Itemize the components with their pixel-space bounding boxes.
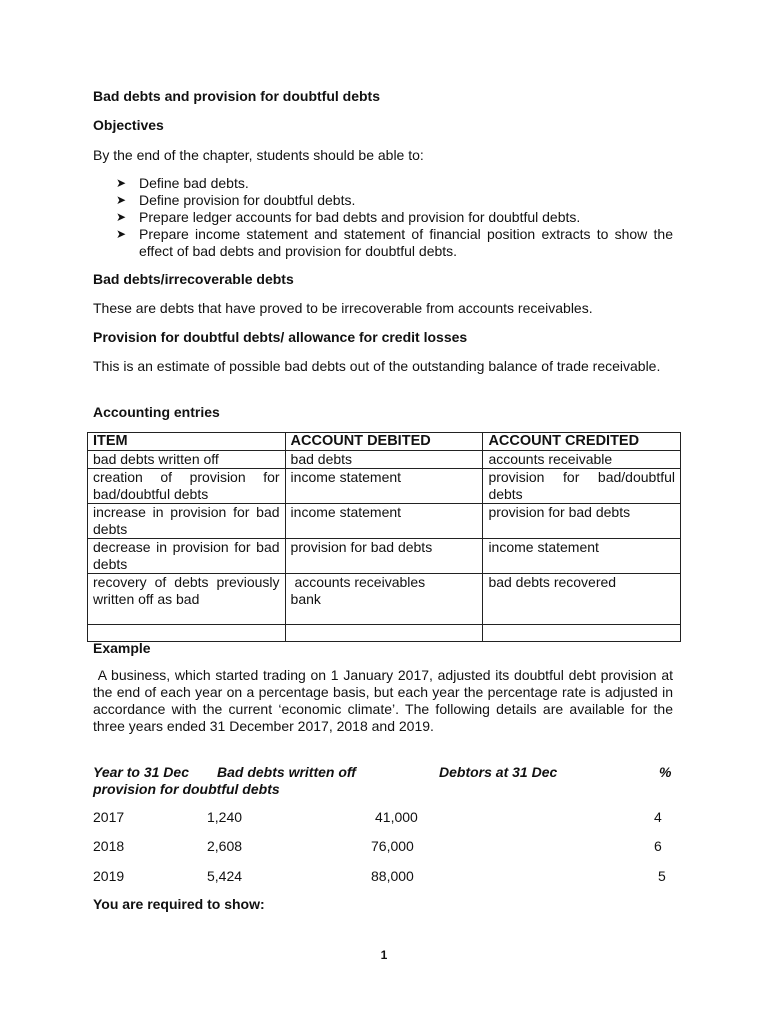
table-row	[88, 574, 681, 625]
table-row	[88, 625, 681, 642]
table-cell: provision for bad debts	[483, 504, 681, 539]
accounting-entries-table	[87, 432, 681, 642]
example-heading: Example	[93, 640, 151, 656]
row-percent: 4	[654, 809, 662, 825]
table-cell: income statement	[285, 504, 483, 539]
row-debtors: 88,000	[371, 868, 414, 884]
table-row	[88, 469, 681, 504]
table-cell: creation of provision for bad/doubtful debts	[88, 469, 286, 504]
row-year: 2018	[93, 838, 125, 854]
table-cell: income statement	[285, 469, 483, 504]
row-bad-debts: 5,424	[207, 868, 243, 884]
arrow-bullet-icon: ➤	[116, 210, 127, 224]
arrow-bullet-icon: ➤	[116, 227, 127, 241]
table-cell	[285, 625, 483, 642]
table-cell: accounts receivable	[483, 451, 681, 469]
provision-heading: Provision for doubtful debts/ allowance for credit losses	[93, 329, 468, 345]
objective-item: ➤ Define provision for doubtful debts.	[116, 192, 356, 208]
row-bad-debts: 2,608	[207, 838, 243, 854]
required-text: You are required to show:	[93, 896, 265, 912]
page-number: 1	[380, 948, 388, 962]
entries-heading: Accounting entries	[93, 404, 220, 420]
bad-debts-text: These are debts that have proved to be irrecoverable from accounts receivables.	[93, 300, 593, 316]
table-row	[88, 504, 681, 539]
column-header: ITEM	[88, 433, 286, 451]
table-cell: recovery of debts previously written off as bad	[88, 574, 286, 625]
arrow-bullet-icon: ➤	[116, 176, 127, 190]
row-year: 2017	[93, 809, 125, 825]
table-cell	[88, 625, 286, 642]
objective-item: ➤ Define bad debts.	[116, 175, 249, 191]
row-debtors: 41,000	[375, 809, 418, 825]
table-cell: bad debts	[285, 451, 483, 469]
table-cell: bad debts written off	[88, 451, 286, 469]
table-cell: increase in provision for bad debts	[88, 504, 286, 539]
table-cell	[285, 574, 483, 625]
header-bad-debts: Bad debts written off	[217, 764, 356, 780]
row-percent: 5	[658, 868, 666, 884]
table-row	[88, 539, 681, 574]
row-percent: 6	[654, 838, 662, 854]
bad-debts-heading: Bad debts/irrecoverable debts	[93, 271, 294, 287]
row-bad-debts: 1,240	[207, 809, 243, 825]
objective-item: ➤ Prepare ledger accounts for bad debts and provision for doubtful debts.	[116, 209, 581, 225]
objectives-intro: By the end of the chapter, students should be able to:	[93, 147, 424, 163]
example-text: A business, which started trading on 1 January 2017, adjusted its doubtful debt provision at the end of each year on a percentage basis, but each year the percentage rate is adjusted in accordance with the current ‘economic climate’. The following details are available for the three years ended 31 December 2017, 2018 and 2019.	[93, 667, 677, 734]
header-percent: %	[659, 764, 672, 780]
table-cell: bad debts recovered	[483, 574, 681, 625]
header-debtors: Debtors at 31 Dec	[439, 764, 558, 780]
debited-accounts: accounts receivables bank	[290, 574, 430, 607]
table-cell	[483, 625, 681, 642]
header-year: Year to 31 Dec	[93, 764, 189, 780]
document-title: Bad debts and provision for doubtful debts	[93, 88, 380, 104]
table-cell: provision for bad debts	[285, 539, 483, 574]
table-cell: income statement	[483, 539, 681, 574]
column-header: ACCOUNT DEBITED	[285, 433, 483, 451]
column-header: ACCOUNT CREDITED	[483, 433, 681, 451]
objectives-heading: Objectives	[93, 117, 164, 133]
table-cell: provision for bad/doubtful debts	[483, 469, 681, 504]
table-row	[88, 451, 681, 469]
table-cell: decrease in provision for bad debts	[88, 539, 286, 574]
provision-text: This is an estimate of possible bad debts out of the outstanding balance of trade receivable.	[93, 358, 661, 374]
row-debtors: 76,000	[371, 838, 414, 854]
table-header-row	[88, 433, 681, 451]
row-year: 2019	[93, 868, 125, 884]
arrow-bullet-icon: ➤	[116, 193, 127, 207]
header-percent-line2: provision for doubtful debts	[93, 781, 280, 797]
objective-item: ➤ Prepare income statement and statement of financial position extracts to show the effect of bad debts and provision for doubtful debts.	[116, 226, 673, 259]
